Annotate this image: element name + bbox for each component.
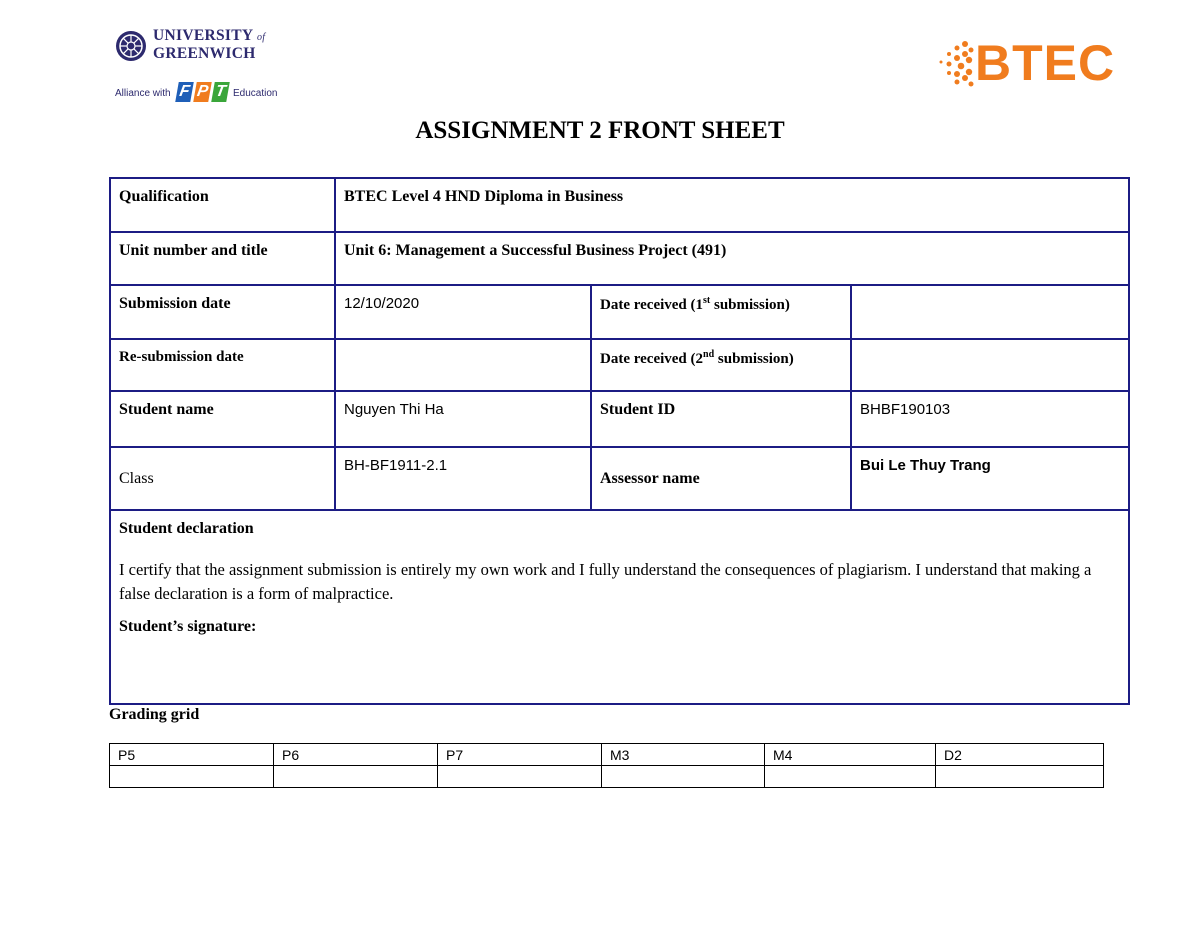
qualification-value: BTEC Level 4 HND Diploma in Business: [335, 178, 1129, 232]
unit-label: Unit number and title: [110, 232, 335, 285]
assessor-label: Assessor name: [591, 447, 851, 510]
grade-header-d2: D2: [936, 744, 1104, 766]
resubmission-date-value: [335, 339, 591, 391]
grade-value-m3: [602, 766, 765, 788]
greenwich-crest-icon: [115, 30, 147, 62]
page-title: ASSIGNMENT 2 FRONT SHEET: [415, 117, 785, 144]
grade-value-p7: [438, 766, 602, 788]
table-row: [110, 285, 1129, 339]
student-declaration-cell: [110, 510, 1129, 704]
fpt-letter-p: P: [193, 82, 212, 102]
table-row: [110, 510, 1129, 704]
btec-dots-icon: [935, 38, 975, 88]
grade-header-p6: P6: [274, 744, 438, 766]
qualification-label: Qualification: [110, 178, 335, 232]
grade-header-m3: M3: [602, 744, 765, 766]
date-received-2-value: [851, 339, 1129, 391]
submission-date-value: 12/10/2020: [335, 285, 591, 339]
resubmission-date-label: Re-submission date: [110, 339, 335, 391]
grade-value-d2: [936, 766, 1104, 788]
student-id-label: Student ID: [591, 391, 851, 447]
table-row: [110, 766, 1104, 788]
class-value: BH-BF1911-2.1: [335, 447, 591, 510]
table-row: [110, 744, 1104, 766]
front-sheet-table: [109, 177, 1130, 705]
greenwich-wordmark: UNIVERSITY of GREENWICH: [153, 27, 266, 62]
grading-grid-label: Grading grid: [109, 706, 200, 723]
grade-header-p5: P5: [110, 744, 274, 766]
date-received-1-value: [851, 285, 1129, 339]
grade-header-p7: P7: [438, 744, 602, 766]
class-label: Class: [110, 447, 335, 510]
student-name-value: Nguyen Thi Ha: [335, 391, 591, 447]
grade-value-p6: [274, 766, 438, 788]
declaration-title: Student declaration: [119, 520, 254, 537]
grade-value-m4: [765, 766, 936, 788]
table-row: [110, 178, 1129, 232]
grade-value-p5: [110, 766, 274, 788]
btec-wordmark: BTEC: [975, 35, 1116, 91]
student-id-value: BHBF190103: [851, 391, 1129, 447]
declaration-text: I certify that the assignment submission is entirely my own work and I fully understand the consequences of plagiarism. I understand that making a false declaration is a form of malpractice.: [119, 560, 1092, 603]
table-row: [110, 339, 1129, 391]
date-received-1-label: Date received (1st submission): [591, 285, 851, 339]
alliance-prefix: Alliance with: [115, 88, 171, 99]
btec-logo: [935, 33, 1125, 93]
university-of-greenwich-logo: [115, 28, 285, 64]
unit-value: Unit 6: Management a Successful Business Project (491): [335, 232, 1129, 285]
student-name-label: Student name: [110, 391, 335, 447]
date-received-2-label: Date received (2nd submission): [591, 339, 851, 391]
signature-label: Student’s signature:: [119, 618, 257, 635]
alliance-suffix: Education: [233, 88, 278, 99]
submission-date-label: Submission date: [110, 285, 335, 339]
grade-header-m4: M4: [765, 744, 936, 766]
table-row: [110, 391, 1129, 447]
assessor-value: Bui Le Thuy Trang: [851, 447, 1129, 510]
table-row: [110, 232, 1129, 285]
fpt-letter-t: T: [211, 82, 230, 102]
fpt-letter-f: F: [175, 82, 194, 102]
table-row: [110, 447, 1129, 510]
grading-grid-table: [109, 743, 1104, 788]
